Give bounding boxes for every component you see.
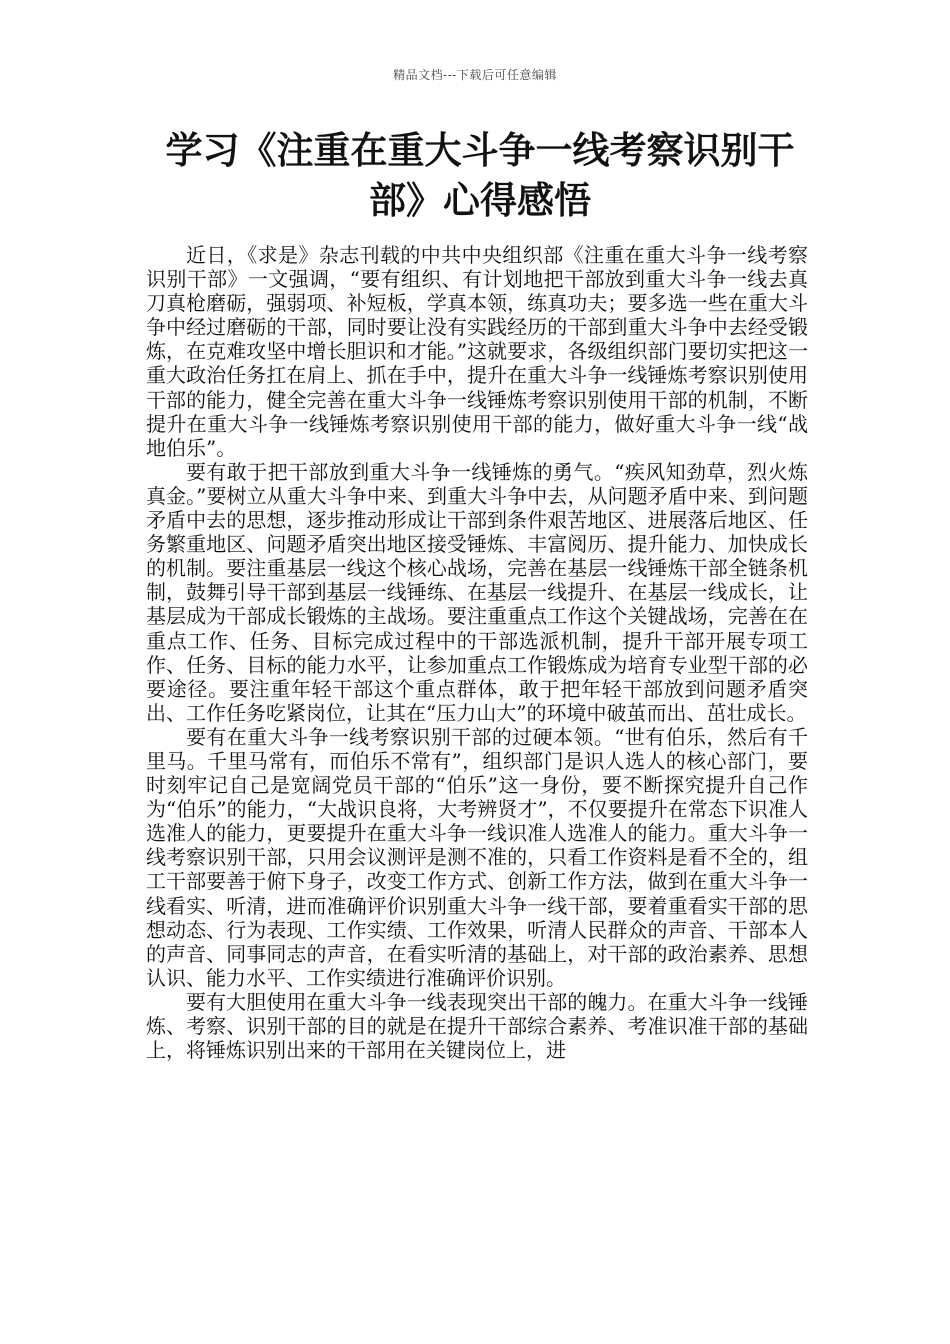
paragraph: 要有大胆使用在重大斗争一线表现突出干部的魄力。在重大斗争一线锤炼、考察、识别干部的目的就是在提升干部综合素养、考准识准干部的基础上，将锤炼识别出来的干部用在关键岗位上，进 [146,989,808,1063]
document-body [146,243,808,1062]
paragraph: 近日，《求是》杂志刊载的中共中央组织部《注重在重大斗争一线考察识别干部》一文强调，“要有组织、有计划地把干部放到重大斗争一线去真刀真枪磨砺，强弱项、补短板，学真本领，练真功夫；要多选一些在重大斗争中经过磨砺的干部，同时要让没有实践经历的干部到重大斗争中去经受锻炼，在克难攻坚中增长胆识和才能。”这就要求，各级组织部门要切实把这一重大政治任务扛在肩上、抓在手中，提升在重大斗争一线锤炼考察识别使用干部的能力，健全完善在重大斗争一线锤炼考察识别使用干部的机制，不断提升在重大斗争一线锤炼考察识别使用干部的能力，做好重大斗争一线“战地伯乐”。 [146,243,808,460]
paragraph: 要有在重大斗争一线考察识别干部的过硬本领。“世有伯乐，然后有千里马。千里马常有，而伯乐不常有”，组织部门是识人选人的核心部门，要时刻牢记自己是宽阔党员干部的“伯乐”这一身份，要不断探究提升自己作为“伯乐”的能力，“大战识良将，大考辨贤才”，不仅要提升在常态下识准人选准人的能力，更要提升在重大斗争一线识准人选准人的能力。重大斗争一线考察识别干部，只用会议测评是测不准的，只看工作资料是看不全的，组工干部要善于俯下身子，改变工作方式、创新工作方法，做到在重大斗争一线看实、听清，进而准确评价识别重大斗争一线干部，要着重看实干部的思想动态、行为表现、工作实绩、工作效果，听清人民群众的声音、干部本人的声音、同事同志的声音，在看实听清的基础上，对干部的政治素养、思想认识、能力水平、工作实绩进行准确评价识别。 [146,724,808,990]
document-title: 学习《注重在重大斗争一线考察识别干部》心得感悟 [165,129,795,222]
paragraph: 要有敢于把干部放到重大斗争一线锤炼的勇气。“疾风知劲草，烈火炼真金。”要树立从重大斗争中来、到重大斗争中去，从问题矛盾中来、到问题矛盾中去的思想，逐步推动形成让干部到条件艰苦地区、进展落后地区、任务繁重地区、问题矛盾突出地区接受锤炼、丰富阅历、提升能力、加快成长的机制。要注重基层一线这个核心战场，完善在基层一线锤炼干部全链条机制，鼓舞引导干部到基层一线锤练、在基层一线提升、在基层一线成长，让基层成为干部成长锻炼的主战场。要注重重点工作这个关键战场，完善在在重点工作、任务、目标完成过程中的干部选派机制，提升干部开展专项工作、任务、目标的能力水平，让参加重点工作锻炼成为培育专业型干部的必要途径。要注重年轻干部这个重点群体，敢于把年轻干部放到问题矛盾突出、工作任务吃紧岗位，让其在“压力山大”的环境中破茧而出、茁壮成长。 [146,459,808,725]
header-note: 精品文档---下载后可任意编辑 [393,68,557,82]
